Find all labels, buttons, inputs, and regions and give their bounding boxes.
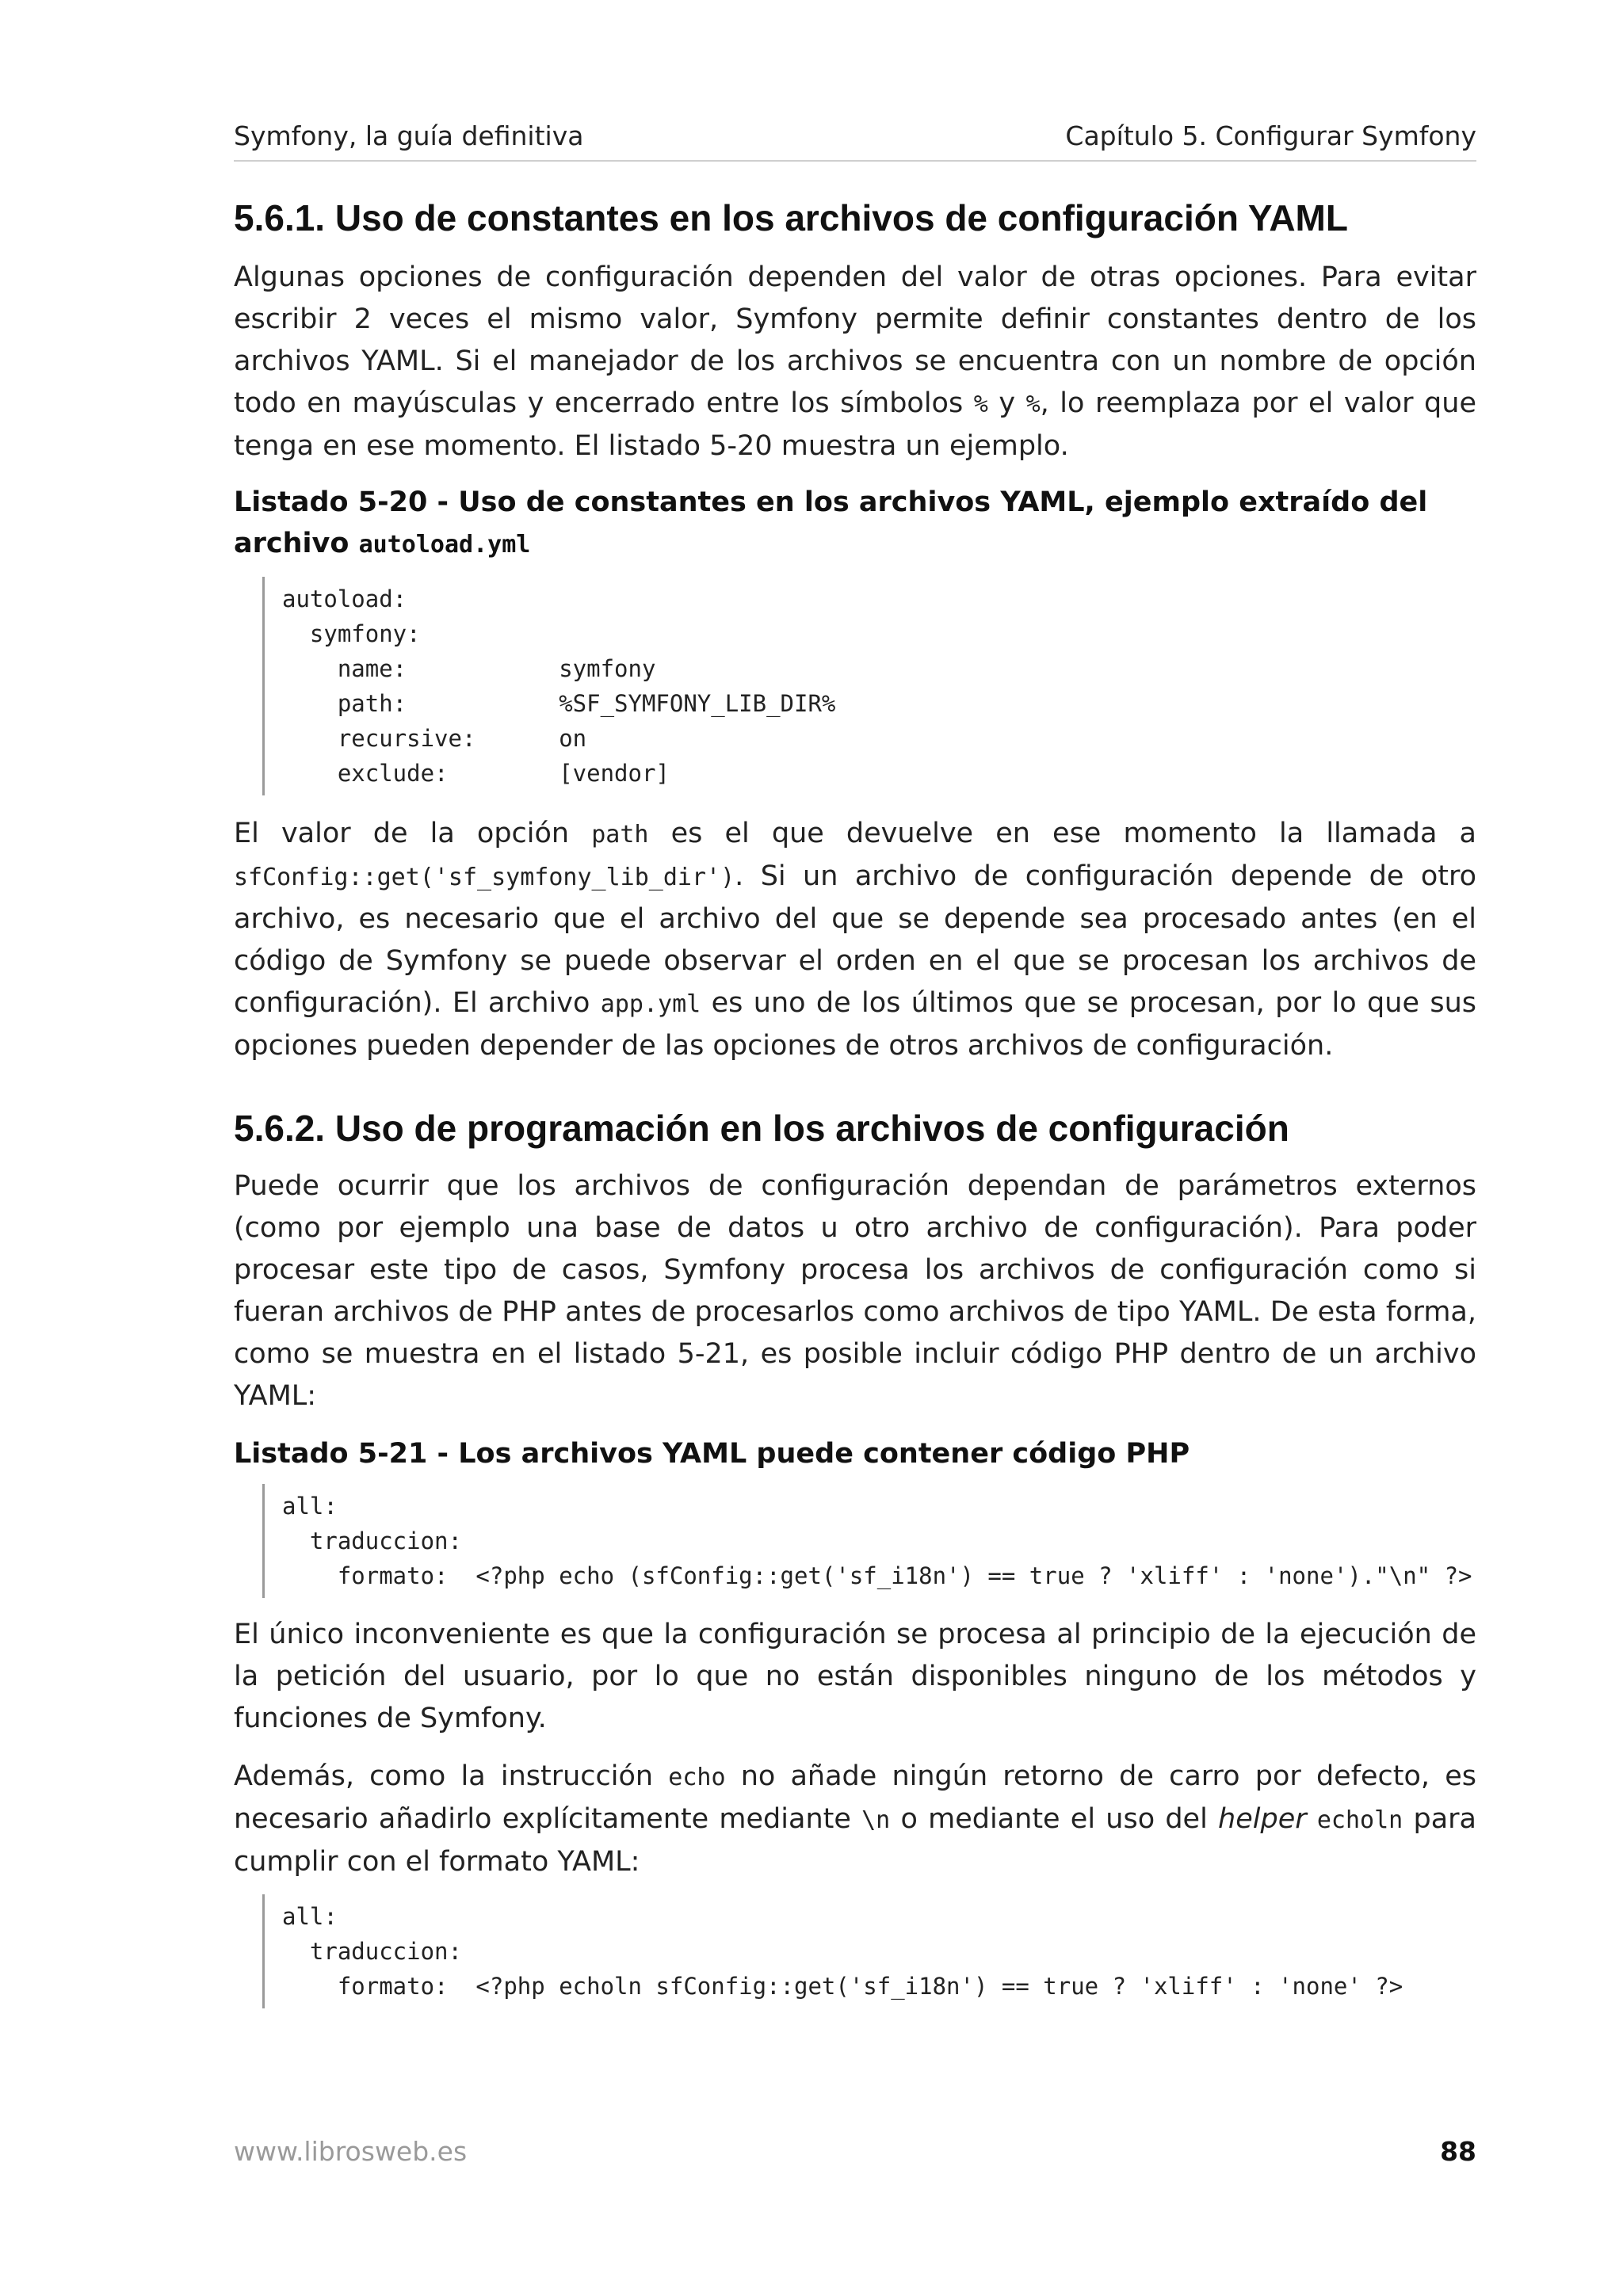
page-footer [234, 2136, 1476, 2176]
paragraph-constants-intro: Algunas opciones de configuración dependen del valor de otras opciones. Para evitar escribir 2 veces el mismo valor, Symfony permite definir constantes dentro de los archivos YAML. Si el manejador de los archivos se encuentra con un nombre de opción todo en mayúsculas y encerrado entre los símbolos % y %, lo reemplaza por el valor que tenga en ese momento. El listado 5-20 muestra un ejemplo. [234, 261, 1476, 462]
paragraph-echoln: Además, como la instrucción echo no añade ningún retorno de carro por defecto, es necesario añadirlo explícitamente mediante \n o mediante el uso del helper echoln para cumplir con el formato YAML: [234, 1760, 1476, 1878]
page-number: 88 [1440, 2136, 1476, 2167]
section-heading-5-6-1: 5.6.1. Uso de constantes en los archivos de configuración YAML [234, 197, 1348, 238]
listing-5-20-code: autoload: symfony: name: symfony path: %SF_SYMFONY_LIB_DIR% recursive: on exclude: [vendor] [262, 577, 1476, 795]
paragraph-inconvenience: El único inconveniente es que la configuración se procesa al principio de la ejecución de la petición del usuario, por lo que no están disponibles ninguno de los métodos y funciones de Symfony. [234, 1619, 1476, 1734]
section-heading-5-6-2: 5.6.2. Uso de programación en los archivos de configuración [234, 1108, 1289, 1149]
listing-5-21-code: all: traduccion: formato: <?php echo (sfConfig::get('sf_i18n') == true ? 'xliff' : 'none')."\n" ?> [262, 1484, 1476, 1598]
footer-site-url[interactable]: www.librosweb.es [234, 2136, 468, 2167]
listing-5-21-caption: Listado 5-21 - Los archivos YAML puede contener código PHP [234, 1438, 1190, 1470]
listing-5-20-caption: Listado 5-20 - Uso de constantes en los archivos YAML, ejemplo extraído del archivo autoload.yml [234, 486, 1428, 559]
listing-echoln-code: all: traduccion: formato: <?php echoln sfConfig::get('sf_i18n') == true ? 'xliff' : 'none' ?> [262, 1894, 1476, 2008]
book-title: Symfony, la guía definitiva [234, 120, 584, 151]
book-page [234, 0, 1476, 2296]
chapter-title: Capítulo 5. Configurar Symfony [1065, 120, 1476, 151]
paragraph-php-in-config: Puede ocurrir que los archivos de configuración dependan de parámetros externos (como por ejemplo una base de datos u otro archivo de configuración). Para poder procesar este tipo de casos, Symfony procesa los archivos de configuración como si fueran archivos de PHP antes de procesarlos como archivos de tipo YAML. De esta forma, como se muestra en el listado 5-21, es posible incluir código PHP dentro de un archivo YAML: [234, 1170, 1476, 1412]
paragraph-path-option: El valor de la opción path es el que devuelve en ese momento la llamada a sfConfig::get('sf_symfony_lib_dir'). Si un archivo de configuración depende de otro archivo, es necesario que el archivo del que se depende sea procesado antes (en el código de Symfony se puede observar el orden en el que se procesan los archivos de configuración). El archivo app.yml es uno de los últimos que se procesan, por lo que sus opciones pueden depender de las opciones de otros archivos de configuración. [234, 818, 1477, 1062]
page-content [234, 196, 1476, 2008]
running-header [234, 119, 1476, 162]
